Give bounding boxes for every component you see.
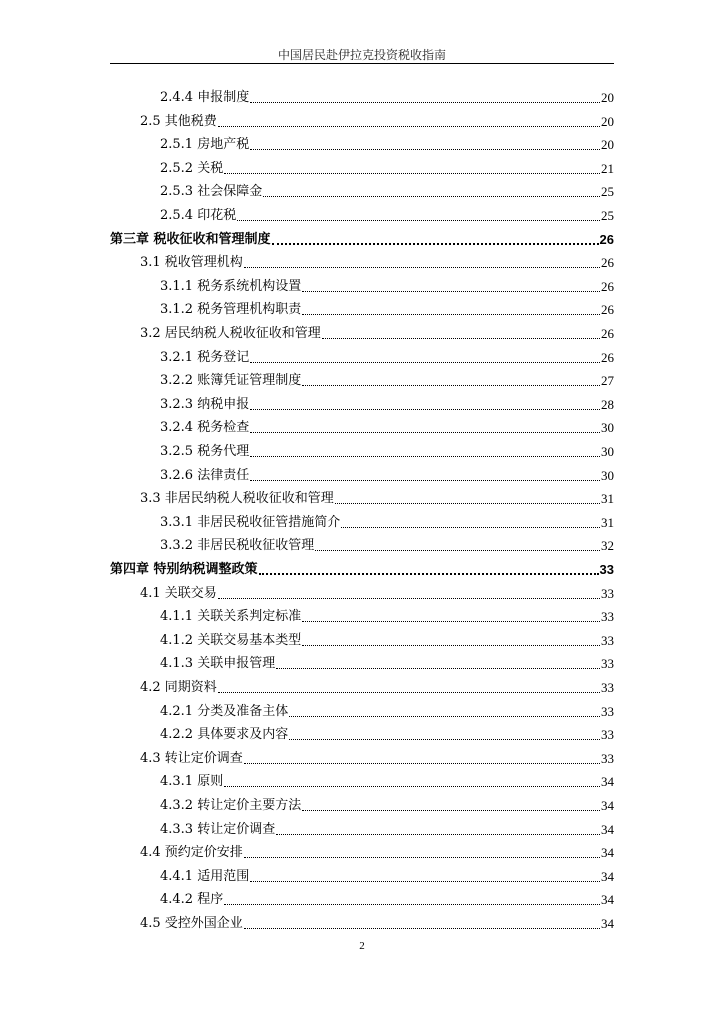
toc-entry-title: 第四章 特别纳税调整政策 [110, 562, 258, 577]
toc-entry[interactable] [140, 676, 614, 696]
toc-entry[interactable] [160, 369, 614, 389]
toc-entry[interactable] [160, 605, 614, 625]
toc-entry-title: 3.3.2 非居民税收征收管理 [160, 538, 315, 554]
toc-entry-title: 2.5 其他税费 [140, 113, 217, 129]
toc-leader-dots [250, 420, 600, 433]
toc-entry-title: 4.4.1 适用范围 [160, 868, 250, 884]
toc-entry-page: 30 [601, 420, 614, 436]
toc-entry[interactable] [160, 180, 614, 200]
header-divider [110, 63, 614, 64]
toc-entry[interactable] [140, 110, 614, 130]
toc-entry-page: 34 [601, 845, 614, 861]
toc-entry-page: 25 [601, 184, 614, 200]
toc-entry[interactable] [160, 346, 614, 366]
toc-leader-dots [224, 161, 600, 174]
toc-entry[interactable] [140, 912, 614, 932]
toc-leader-dots [263, 184, 600, 197]
toc-entry-page: 33 [599, 562, 614, 577]
toc-entry-title: 3.2.1 税务登记 [160, 349, 250, 365]
toc-entry-title: 4.1.2 关联交易基本类型 [160, 632, 302, 648]
toc-entry-page: 30 [601, 444, 614, 459]
toc-leader-dots [218, 680, 600, 693]
toc-entry-page: 34 [601, 868, 614, 884]
toc-leader-dots [289, 704, 600, 717]
toc-entry-page: 26 [599, 231, 614, 247]
toc-leader-dots [302, 609, 600, 622]
toc-entry[interactable] [160, 794, 614, 814]
toc-entry[interactable] [160, 298, 614, 318]
toc-leader-dots [218, 586, 600, 599]
toc-entry-title: 3.3 非居民纳税人税收征收和管理 [140, 491, 334, 507]
toc-leader-dots [250, 444, 600, 457]
toc-leader-dots [224, 774, 600, 787]
toc-entry-page: 26 [601, 255, 614, 271]
toc-entry-title: 4.2.1 分类及准备主体 [160, 703, 289, 719]
toc-entry-page: 33 [601, 680, 614, 695]
toc-entry-page: 34 [601, 774, 614, 790]
toc-entry-page: 33 [601, 703, 614, 719]
toc-entry[interactable] [160, 818, 614, 838]
running-header: 中国居民赴伊拉克投资税收指南 [277, 48, 446, 62]
toc-leader-dots [218, 114, 600, 127]
toc-entry-title: 4.3 转让定价调查 [140, 750, 243, 766]
toc-entry[interactable] [140, 747, 614, 767]
toc-entry-title: 3.1 税收管理机构 [140, 255, 243, 271]
toc-entry-title: 3.2.2 账簿凭证管理制度 [160, 373, 302, 389]
toc-entry-title: 3.3.1 非居民税收征管措施简介 [160, 514, 341, 530]
toc-entry[interactable] [160, 888, 614, 908]
toc-entry-title: 3.2.4 税务检查 [160, 420, 250, 436]
toc-entry[interactable] [160, 393, 614, 413]
toc-entry-page: 26 [601, 278, 614, 294]
toc-leader-dots [289, 727, 600, 740]
toc-entry-title: 3.1.1 税务系统机构设置 [160, 278, 302, 294]
toc-leader-dots [302, 279, 600, 292]
toc-entry-title: 4.3.3 转让定价调查 [160, 821, 276, 837]
toc-chapter-entry[interactable] [110, 228, 614, 248]
toc-leader-dots [244, 845, 600, 858]
toc-leader-dots [244, 751, 600, 764]
toc-leader-dots [302, 373, 600, 386]
toc-entry[interactable] [160, 629, 614, 649]
toc-leader-dots [250, 350, 600, 363]
toc-leader-dots [322, 326, 600, 339]
toc-leader-dots [272, 231, 599, 245]
toc-leader-dots [224, 892, 600, 905]
toc-entry[interactable] [140, 582, 614, 602]
toc-entry-page: 26 [601, 349, 614, 365]
toc-entry-page: 20 [601, 137, 614, 153]
toc-entry-page: 33 [601, 727, 614, 743]
toc-entry-page: 27 [601, 373, 614, 389]
toc-entry-title: 4.1 关联交易 [140, 585, 217, 601]
toc-entry-page: 26 [601, 302, 614, 318]
toc-leader-dots [276, 656, 600, 669]
toc-entry[interactable] [160, 511, 614, 531]
toc-entry-title: 3.2 居民纳税人税收征收和管理 [140, 326, 321, 341]
toc-entry-page: 34 [601, 821, 614, 837]
toc-entry[interactable] [160, 204, 614, 224]
toc-entry[interactable] [140, 251, 614, 271]
toc-entry-page: 33 [601, 750, 614, 766]
toc-entry[interactable] [160, 770, 614, 790]
toc-entry-title: 4.5 受控外国企业 [140, 916, 243, 931]
toc-entry-title: 2.4.4 申报制度 [160, 90, 250, 105]
toc-entry-page: 28 [601, 396, 614, 412]
toc-entry[interactable] [160, 464, 614, 484]
toc-entry-title: 2.5.4 印花税 [160, 208, 237, 223]
toc-entry-title: 2.5.3 社会保障金 [160, 184, 263, 200]
toc-entry-page: 34 [601, 916, 614, 931]
toc-entry[interactable] [160, 865, 614, 885]
toc-entry-page: 20 [601, 113, 614, 129]
toc-entry-title: 3.1.2 税务管理机构职责 [160, 302, 302, 318]
toc-entry-title: 4.4.2 程序 [160, 892, 224, 908]
toc-leader-dots [315, 538, 600, 551]
toc-leader-dots [244, 255, 600, 268]
toc-entry-title: 4.3.1 原则 [160, 774, 224, 790]
toc-leader-dots [244, 916, 600, 929]
toc-leader-dots [302, 302, 600, 315]
toc-leader-dots [302, 633, 600, 646]
toc-leader-dots [250, 397, 600, 410]
toc-leader-dots [250, 468, 600, 481]
toc-entry[interactable] [160, 652, 614, 672]
toc-leader-dots [237, 208, 600, 221]
toc-leader-dots [302, 798, 600, 811]
toc-entry-title: 4.2.2 具体要求及内容 [160, 727, 289, 743]
toc-entry-title: 2.5.2 关税 [160, 160, 224, 176]
toc-entry-title: 3.2.3 纳税申报 [160, 396, 250, 412]
toc-entry-page: 33 [601, 585, 614, 601]
toc-chapter-entry[interactable] [110, 558, 614, 578]
toc-entry[interactable] [160, 534, 614, 554]
toc-entry-page: 32 [601, 538, 614, 554]
toc-entry[interactable] [160, 275, 614, 295]
toc-entry-title: 4.4 预约定价安排 [140, 845, 243, 861]
toc-entry-page: 30 [601, 467, 614, 483]
toc-entry-title: 3.2.5 税务代理 [160, 444, 250, 459]
toc-leader-dots [341, 515, 600, 528]
toc-entry-page: 33 [601, 609, 614, 625]
toc-leader-dots [276, 822, 600, 835]
toc-entry-page: 20 [601, 90, 614, 105]
toc-leader-dots [335, 491, 600, 504]
toc-entry-page: 25 [601, 208, 614, 223]
toc-entry-title: 3.2.6 法律责任 [160, 467, 250, 483]
toc-entry-title: 2.5.1 房地产税 [160, 137, 250, 153]
page-number: 2 [359, 940, 365, 952]
toc-entry[interactable] [160, 440, 614, 460]
toc-entry-page: 21 [601, 160, 614, 176]
toc-leader-dots [259, 561, 599, 575]
toc-entry-page: 33 [601, 656, 614, 672]
toc-leader-dots [250, 137, 600, 150]
toc-entry[interactable] [160, 86, 614, 106]
toc-entry[interactable] [140, 841, 614, 861]
toc-entry-page: 31 [601, 491, 614, 507]
toc-entry-title: 4.2 同期资料 [140, 680, 217, 695]
toc-entry-page: 33 [601, 632, 614, 648]
toc-entry-title: 4.1.3 关联申报管理 [160, 656, 276, 672]
toc-entry[interactable] [140, 487, 614, 507]
toc-entry[interactable] [160, 700, 614, 720]
toc-entry[interactable] [160, 133, 614, 153]
toc-entry-page: 26 [601, 326, 614, 341]
toc-entry-page: 34 [601, 892, 614, 908]
toc-entry-title: 第三章 税收征收和管理制度 [110, 231, 271, 247]
toc-entry-page: 34 [601, 798, 614, 813]
toc-entry-title: 4.3.2 转让定价主要方法 [160, 798, 302, 813]
toc-entry[interactable] [160, 416, 614, 436]
toc-entry[interactable] [140, 322, 614, 342]
toc-entry-page: 31 [601, 514, 614, 530]
toc-entry[interactable] [160, 723, 614, 743]
toc-leader-dots [250, 869, 600, 882]
toc-entry-title: 4.1.1 关联关系判定标准 [160, 609, 302, 625]
toc-leader-dots [250, 90, 600, 103]
toc-entry[interactable] [160, 157, 614, 177]
